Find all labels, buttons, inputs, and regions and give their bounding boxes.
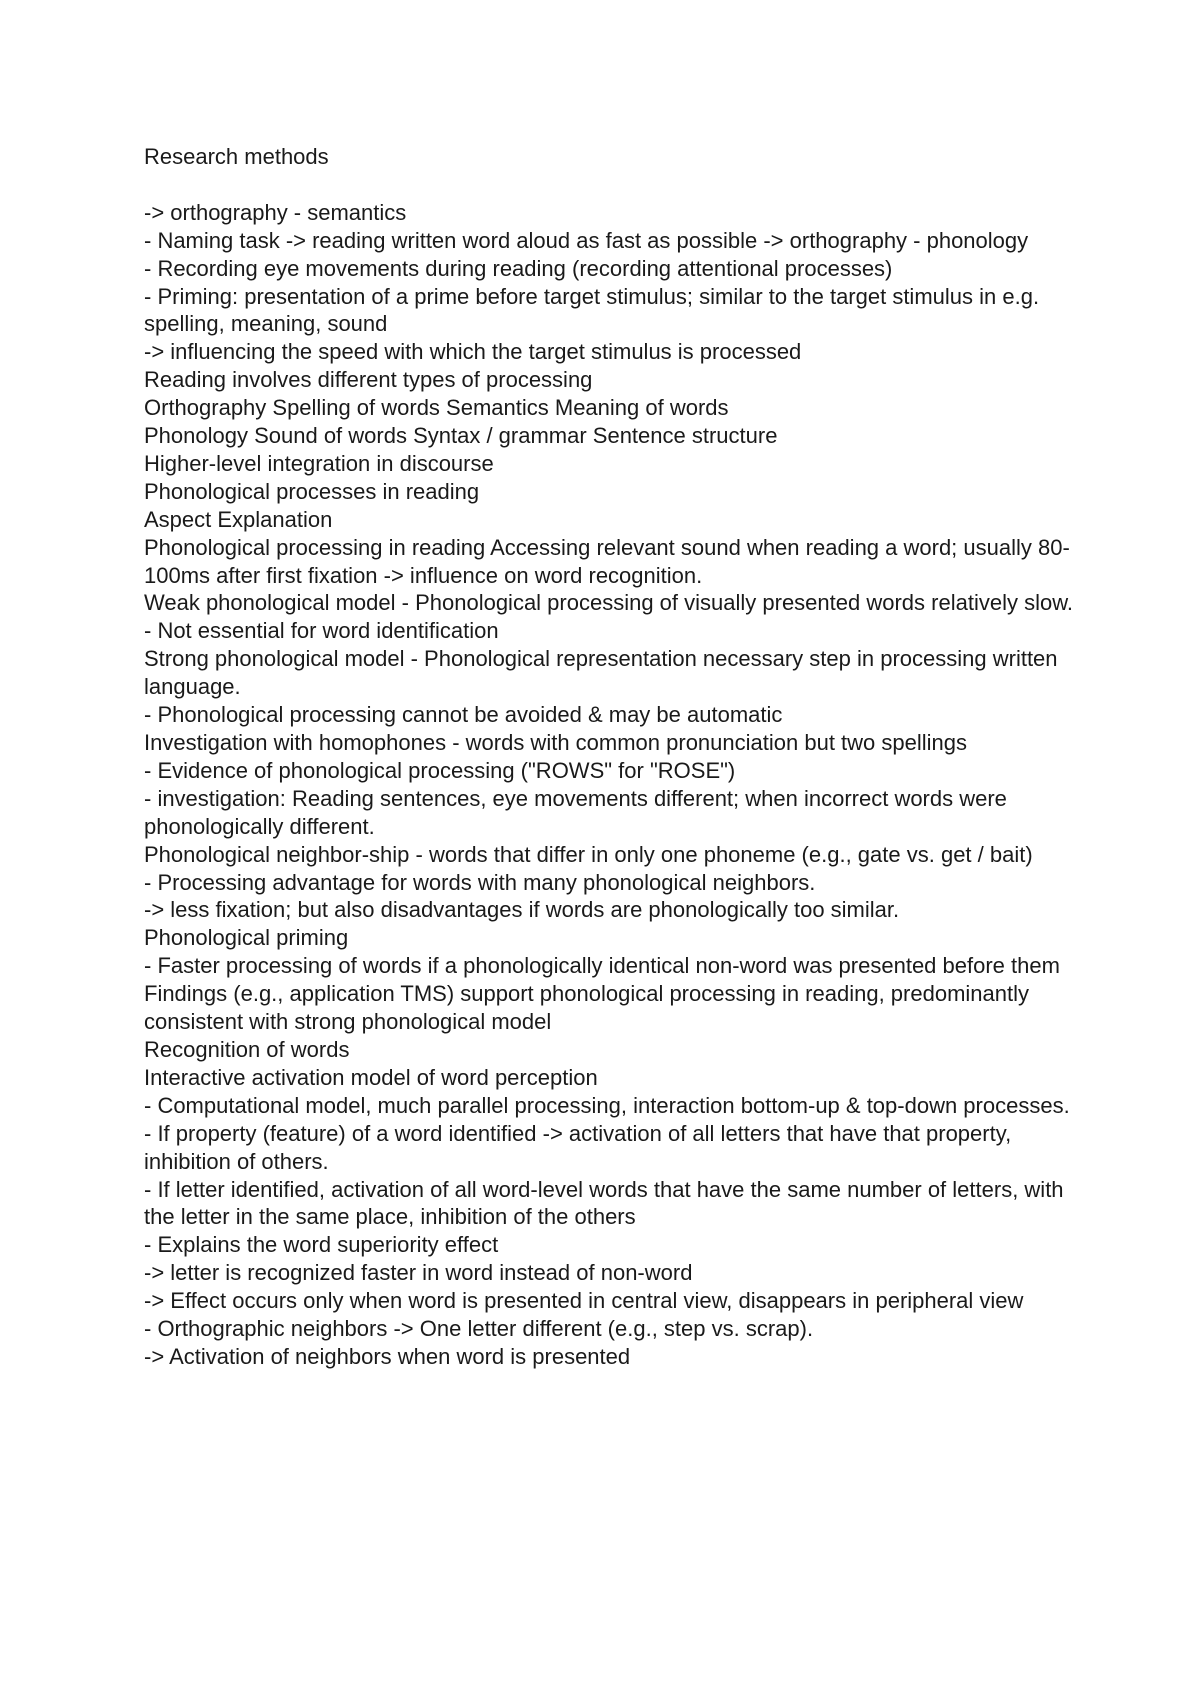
text-line: - Evidence of phonological processing ("ROWS" for "ROSE")	[144, 757, 736, 783]
text-line: - Naming task -> reading written word aloud as fast as possible -> orthography - phonology	[144, 227, 1029, 253]
text-line: Strong phonological model - Phonological representation necessary step in processing written language.	[144, 646, 1058, 700]
text-line: - Priming: presentation of a prime before target stimulus; similar to the target stimulus in e.g. spelling, meaning, sound	[144, 283, 1040, 337]
text-line: - If letter identified, activation of all word-level words that have the same number of letters, with the letter in the same place, inhibition of the others	[144, 1176, 1064, 1230]
text-line: -> orthography - semantics	[144, 199, 407, 225]
text-line: -> letter is recognized faster in word instead of non-word	[144, 1260, 693, 1286]
document-lines	[144, 199, 1074, 1371]
text-line: Phonological processing in reading Accessing relevant sound when reading a word; usually 80-100ms after first fixation -> influence on word recognition.	[144, 534, 1070, 588]
text-line: Weak phonological model - Phonological processing of visually presented words relatively slow.	[144, 590, 1073, 616]
text-line: Phonology Sound of words Syntax / grammar Sentence structure	[144, 423, 778, 449]
text-line: - investigation: Reading sentences, eye movements different; when incorrect words were phonologically different.	[144, 785, 1007, 839]
text-line: Phonological processes in reading	[144, 478, 480, 504]
text-line: - Processing advantage for words with many phonological neighbors.	[144, 869, 816, 895]
text-line: Investigation with homophones - words with common pronunciation but two spellings	[144, 730, 967, 756]
text-line: - Faster processing of words if a phonologically identical non-word was presented before them	[144, 953, 1060, 979]
text-line: Recognition of words	[144, 1036, 350, 1062]
text-line: - Orthographic neighbors -> One letter different (e.g., step vs. scrap).	[144, 1316, 814, 1342]
text-line: Aspect Explanation	[144, 506, 333, 532]
text-line: -> Effect occurs only when word is presented in central view, disappears in peripheral view	[144, 1288, 1024, 1314]
text-line: -> Activation of neighbors when word is presented	[144, 1343, 631, 1369]
text-line: Higher-level integration in discourse	[144, 450, 494, 476]
text-line: Interactive activation model of word perception	[144, 1064, 598, 1090]
text-line: - Computational model, much parallel processing, interaction bottom-up & top-down processes.	[144, 1092, 1070, 1118]
text-line: - Explains the word superiority effect	[144, 1232, 499, 1258]
text-line: -> influencing the speed with which the target stimulus is processed	[144, 339, 802, 365]
text-line: Findings (e.g., application TMS) support phonological processing in reading, predominantly consistent with strong phonological model	[144, 981, 1029, 1035]
document-body	[144, 143, 1074, 1371]
text-line: - Phonological processing cannot be avoided & may be automatic	[144, 702, 783, 728]
text-line: - Not essential for word identification	[144, 618, 499, 644]
text-line: Orthography Spelling of words Semantics Meaning of words	[144, 395, 729, 421]
text-line: Reading involves different types of processing	[144, 367, 593, 393]
text-line: Phonological priming	[144, 925, 349, 951]
document-title: Research methods	[144, 144, 329, 169]
text-line: - If property (feature) of a word identified -> activation of all letters that have that property, inhibition of others.	[144, 1120, 1012, 1174]
text-line: Phonological neighbor-ship - words that differ in only one phoneme (e.g., gate vs. get / bait)	[144, 841, 1033, 867]
text-line: -> less fixation; but also disadvantages if words are phonologically too similar.	[144, 897, 900, 923]
text-line: - Recording eye movements during reading (recording attentional processes)	[144, 255, 893, 281]
